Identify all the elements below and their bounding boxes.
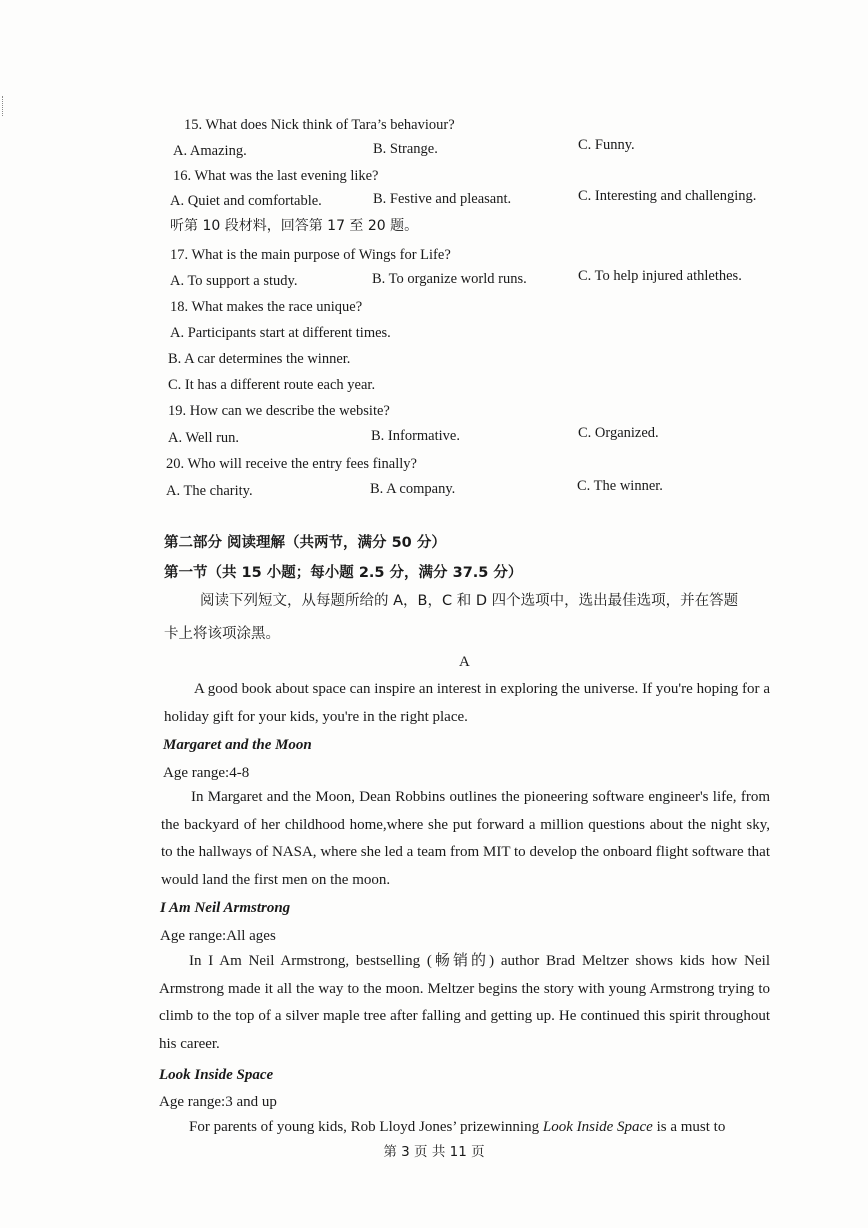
question-19-stem: 19. How can we describe the website? [168, 403, 390, 419]
question-15-stem: 15. What does Nick think of Tara’s behaviour? [184, 117, 455, 133]
question-19-option-c: C. Organized. [578, 425, 659, 441]
book-1-description [161, 784, 770, 894]
book-1-title: Margaret and the Moon [163, 737, 312, 753]
book-3-description-text-before: For parents of young kids, Rob Lloyd Jones’ prizewinning [189, 1119, 543, 1135]
book-3-description-text-after: is a must to [652, 1119, 726, 1135]
scan-edge-mark [2, 96, 5, 116]
book-2-title: I Am Neil Armstrong [160, 900, 291, 916]
question-16-option-c: C. Interesting and challenging. [578, 188, 757, 204]
book-3-age-range: Age range:3 and up [159, 1094, 277, 1110]
book-2-age-range: Age range:All ages [160, 928, 276, 944]
question-18-option-b: B. A car determines the winner. [168, 351, 351, 367]
book-3-description-title: Look Inside Space [542, 1119, 653, 1135]
passage-intro [164, 676, 770, 731]
reading-instruction-line-2: 卡上将该项涂黑。 [164, 626, 280, 642]
page-footer: 第 3 页 共 11 页 [383, 1144, 485, 1160]
question-19-option-a: A. Well run. [168, 430, 240, 446]
question-18-stem: 18. What makes the race unique? [170, 299, 363, 315]
passage-intro-text: A good book about space can inspire an interest in exploring the universe. If you're hoping for a holiday gift for your kids, you're in the right place. [164, 681, 770, 725]
question-18-option-c: C. It has a different route each year. [168, 377, 376, 393]
passage-letter: A [459, 654, 470, 670]
question-20-option-c: C. The winner. [577, 478, 663, 494]
book-3-description [189, 1117, 770, 1137]
book-3-title: Look Inside Space [159, 1067, 274, 1083]
book-2-description-text: In I Am Neil Armstrong, bestselling (畅销的) author Brad Meltzer shows kids how Neil Armstrong made it all the way to the moon. Meltzer begins the story with young Armstrong trying to climb to the top of a silver maple tree after falling and getting up. He continued this spirit throughout his career. [159, 953, 770, 1052]
question-16-option-a: A. Quiet and comfortable. [170, 193, 322, 209]
book-1-description-text: In Margaret and the Moon, Dean Robbins outlines the pioneering software engineer's life, from the backyard of her childhood home,where she put forward a million questions about the night sky, to the hallways of NASA, where she led a team from MIT to develop the onboard flight software that would land the first men on the moon. [161, 789, 770, 888]
book-1-age-range: Age range:4-8 [163, 765, 250, 781]
listening-instruction-10: 听第 10 段材料，回答第 17 至 20 题。 [170, 218, 419, 234]
question-17-stem: 17. What is the main purpose of Wings for Life? [170, 247, 451, 263]
question-20-stem: 20. Who will receive the entry fees finally? [166, 456, 417, 472]
question-20-option-a: A. The charity. [166, 483, 253, 499]
reading-section-title: 第一节（共 15 小题；每小题 2.5 分，满分 37.5 分） [164, 565, 523, 581]
question-15-option-c: C. Funny. [578, 137, 635, 153]
question-16-option-b: B. Festive and pleasant. [373, 191, 512, 207]
reading-part-title: 第二部分 阅读理解（共两节，满分 50 分） [164, 535, 446, 551]
book-2-description [159, 948, 770, 1058]
reading-instruction-line-1: 阅读下列短文，从每题所给的 A，B，C 和 D 四个选项中，选出最佳选项，并在答题 [200, 593, 739, 609]
question-18-option-a: A. Participants start at different times. [170, 325, 391, 341]
question-15-option-b: B. Strange. [373, 141, 438, 157]
question-19-option-b: B. Informative. [371, 428, 460, 444]
question-17-option-a: A. To support a study. [170, 273, 298, 289]
question-15-option-a: A. Amazing. [173, 143, 247, 159]
question-20-option-b: B. A company. [370, 481, 456, 497]
question-16-stem: 16. What was the last evening like? [173, 168, 379, 184]
question-17-option-c: C. To help injured athlethes. [578, 268, 742, 284]
question-17-option-b: B. To organize world runs. [372, 271, 527, 287]
